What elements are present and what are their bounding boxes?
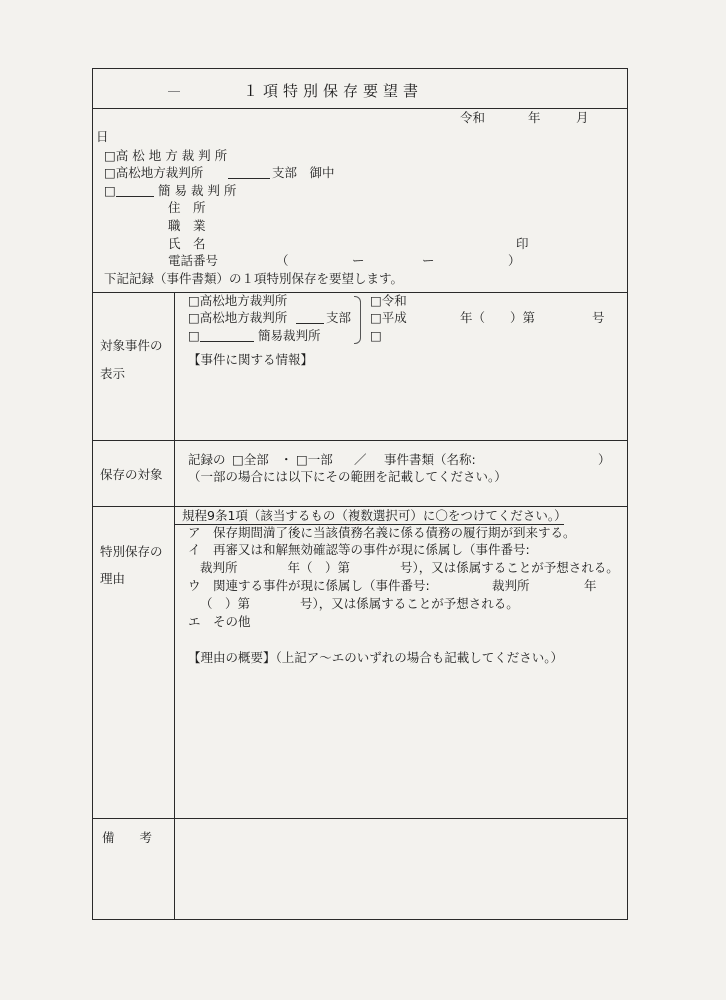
case-court-3-suffix: 簡易裁判所 xyxy=(258,328,321,343)
case-label-line1: 対象事件の xyxy=(100,338,163,353)
date-day[interactable]: 日 xyxy=(96,129,109,144)
target-label: 保存の対象 xyxy=(100,467,163,482)
phone-dash-1: ー xyxy=(352,253,365,268)
target-prefix: 記録の xyxy=(188,452,226,467)
remarks-label: 備 考 xyxy=(102,830,153,845)
reason-a[interactable]: ア 保存期間満了後に当該債務名義に係る債務の履行期が到来する。 xyxy=(188,525,576,540)
case-era-other[interactable]: □ xyxy=(370,328,382,343)
case-court-2-prefix[interactable]: □高松地方裁判所 xyxy=(188,310,288,325)
phone-close: ） xyxy=(508,253,521,268)
phone-label: 電話番号 xyxy=(168,253,219,268)
case-summary-court-blank[interactable] xyxy=(200,331,254,342)
header-divider xyxy=(92,292,628,293)
case-era-heisei[interactable]: □平成 xyxy=(370,310,407,325)
case-court-3-prefix[interactable]: □ xyxy=(188,328,200,343)
summary-court-blank[interactable] xyxy=(116,186,154,197)
request-text: 下記記録（事件書類）の１項特別保存を要望します。 xyxy=(104,271,404,286)
court-option-branch-suffix: 支部 御中 xyxy=(272,165,335,180)
target-close: ） xyxy=(598,452,611,467)
reason-label-line1: 特別保存の xyxy=(100,544,163,559)
target-divider xyxy=(92,506,628,507)
reason-i-line2: 裁判所 年（ ）第 号），又は係属することが予想される。 xyxy=(200,560,619,575)
case-number-unit: 号 xyxy=(592,310,605,325)
date-era[interactable]: 令和 xyxy=(460,110,486,125)
court-option-branch-prefix[interactable]: □高松地方裁判所 xyxy=(104,165,204,180)
case-branch-blank[interactable] xyxy=(296,313,324,324)
court-option-takamatsu[interactable]: □高 松 地 方 裁 判 所 xyxy=(104,148,228,163)
reason-i-line1[interactable]: イ 再審又は和解無効確認等の事件が現に係属し（事件番号: xyxy=(188,542,530,557)
case-label-line2: 表示 xyxy=(100,366,126,381)
phone-dash-2: ー xyxy=(422,253,435,268)
case-divider xyxy=(92,440,628,441)
reason-e[interactable]: エ その他 xyxy=(188,614,251,629)
title-divider xyxy=(92,108,628,109)
target-docs[interactable]: 事件書類（名称: xyxy=(384,452,476,467)
target-note: （一部の場合には以下にその範囲を記載してください。） xyxy=(188,469,507,484)
branch-name-blank[interactable] xyxy=(228,168,270,179)
reason-u-line1[interactable]: ウ 関連する事件が現に係属し（事件番号: xyxy=(188,578,430,593)
reason-u-year: 年 xyxy=(584,578,597,593)
occupation-label: 職 業 xyxy=(168,218,206,233)
phone-open: （ xyxy=(276,253,289,268)
reason-label-line2: 理由 xyxy=(100,571,126,586)
case-court-2-suffix: 支部 xyxy=(326,310,352,325)
court-option-summary-suffix: 簡 易 裁 判 所 xyxy=(158,183,237,198)
target-all-checkbox[interactable]: □全部 xyxy=(232,452,269,467)
target-slash: ／ xyxy=(354,452,367,467)
reason-rule: 規程9条1項（該当するもの（複数選択可）に〇をつけてください。） xyxy=(182,508,567,523)
address-label: 住 所 xyxy=(168,200,206,215)
reason-summary-heading: 【理由の概要】（上記ア～エのいずれの場合も記載してください。） xyxy=(188,650,564,665)
date-year[interactable]: 年 xyxy=(528,110,541,125)
label-column-divider xyxy=(174,292,175,920)
reason-u-court: 裁判所 xyxy=(492,578,530,593)
court-bracket xyxy=(354,296,361,344)
case-year-part[interactable]: 年（ ）第 xyxy=(460,310,536,325)
name-label: 氏 名 xyxy=(168,236,206,251)
title-mark xyxy=(168,91,180,92)
court-option-summary-prefix[interactable]: □ xyxy=(104,183,116,198)
target-part-checkbox[interactable]: □一部 xyxy=(296,452,333,467)
date-month[interactable]: 月 xyxy=(576,110,589,125)
form-title: １項特別保存要望書 xyxy=(243,82,424,100)
case-era-reiwa[interactable]: □令和 xyxy=(370,293,407,308)
case-court-1[interactable]: □高松地方裁判所 xyxy=(188,293,288,308)
case-info-heading: 【事件に関する情報】 xyxy=(188,352,314,367)
reason-divider xyxy=(92,818,628,819)
reason-u-line2: （ ）第 号），又は係属することが予想される。 xyxy=(200,596,519,611)
target-dot: ・ xyxy=(280,452,293,467)
seal-mark: 印 xyxy=(516,236,529,251)
